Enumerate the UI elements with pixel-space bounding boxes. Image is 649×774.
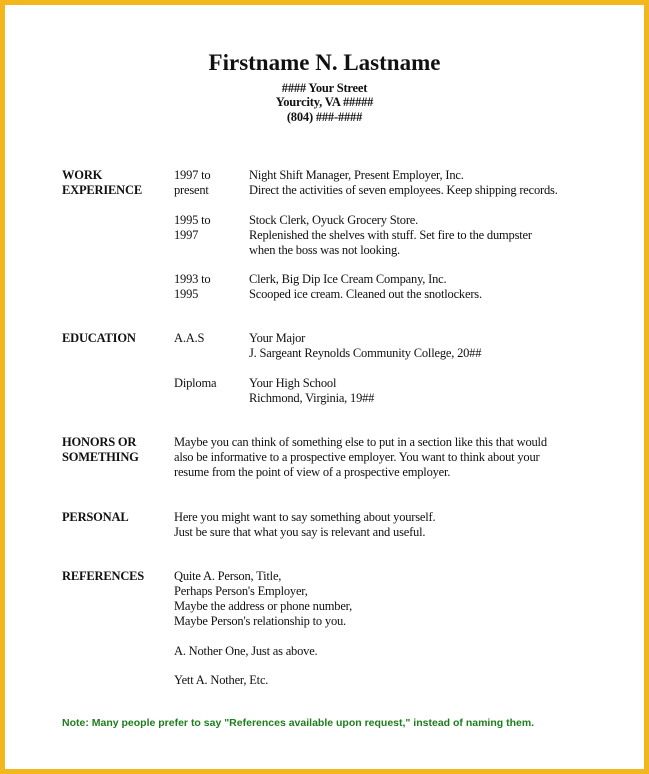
city-state-zip: Yourcity, VA ##### (275, 95, 374, 109)
work-dates-1: 1997 to present (174, 168, 211, 197)
education-entry-2: Your High School Richmond, Virginia, 19## (249, 376, 375, 405)
personal-text: Here you might want to say something about yourself. Just be sure that what you say is relevant and useful. (174, 510, 436, 539)
reference-2: A. Nother One, Just as above. (174, 644, 318, 658)
applicant-name: Firstname N. Lastname (208, 50, 441, 75)
work-experience-heading: WORK EXPERIENCE (62, 168, 142, 197)
personal-heading: PERSONAL (62, 510, 129, 524)
education-entry-1: Your Major J. Sargeant Reynolds Community College, 20## (249, 331, 482, 360)
phone-number: (804) ###-#### (286, 110, 363, 124)
education-heading: EDUCATION (62, 331, 136, 345)
work-dates-3: 1993 to 1995 (174, 272, 211, 301)
references-heading: REFERENCES (62, 569, 145, 583)
honors-heading: HONORS OR SOMETHING (62, 435, 139, 464)
work-dates-2: 1995 to 1997 (174, 213, 211, 242)
references-note: Note: Many people prefer to say "References available upon request," instead of naming them. (62, 717, 535, 729)
reference-3: Yett A. Nother, Etc. (174, 673, 269, 687)
education-degree-2: Diploma (174, 376, 217, 390)
work-entry-3: Clerk, Big Dip Ice Cream Company, Inc. Scooped ice cream. Cleaned out the snotlockers. (249, 272, 482, 301)
work-entry-1: Night Shift Manager, Present Employer, Inc. Direct the activities of seven employees. Keep shipping records. (249, 168, 558, 197)
honors-text: Maybe you can think of something else to put in a section like this that would also be informative to a prospective employer. You want to think about your resume from the point of view of a prospective employer. (174, 435, 547, 479)
work-entry-2: Stock Clerk, Oyuck Grocery Store. Replenished the shelves with stuff. Set fire to the dumpster when the boss was not looking. (249, 213, 532, 257)
street-address: #### Your Street (281, 81, 368, 95)
reference-1: Quite A. Person, Title, Perhaps Person's Employer, Maybe the address or phone number, Maybe Person's relationship to you. (174, 569, 353, 628)
resume-document (10, 10, 639, 764)
education-degree-1: A.A.S (174, 331, 205, 345)
